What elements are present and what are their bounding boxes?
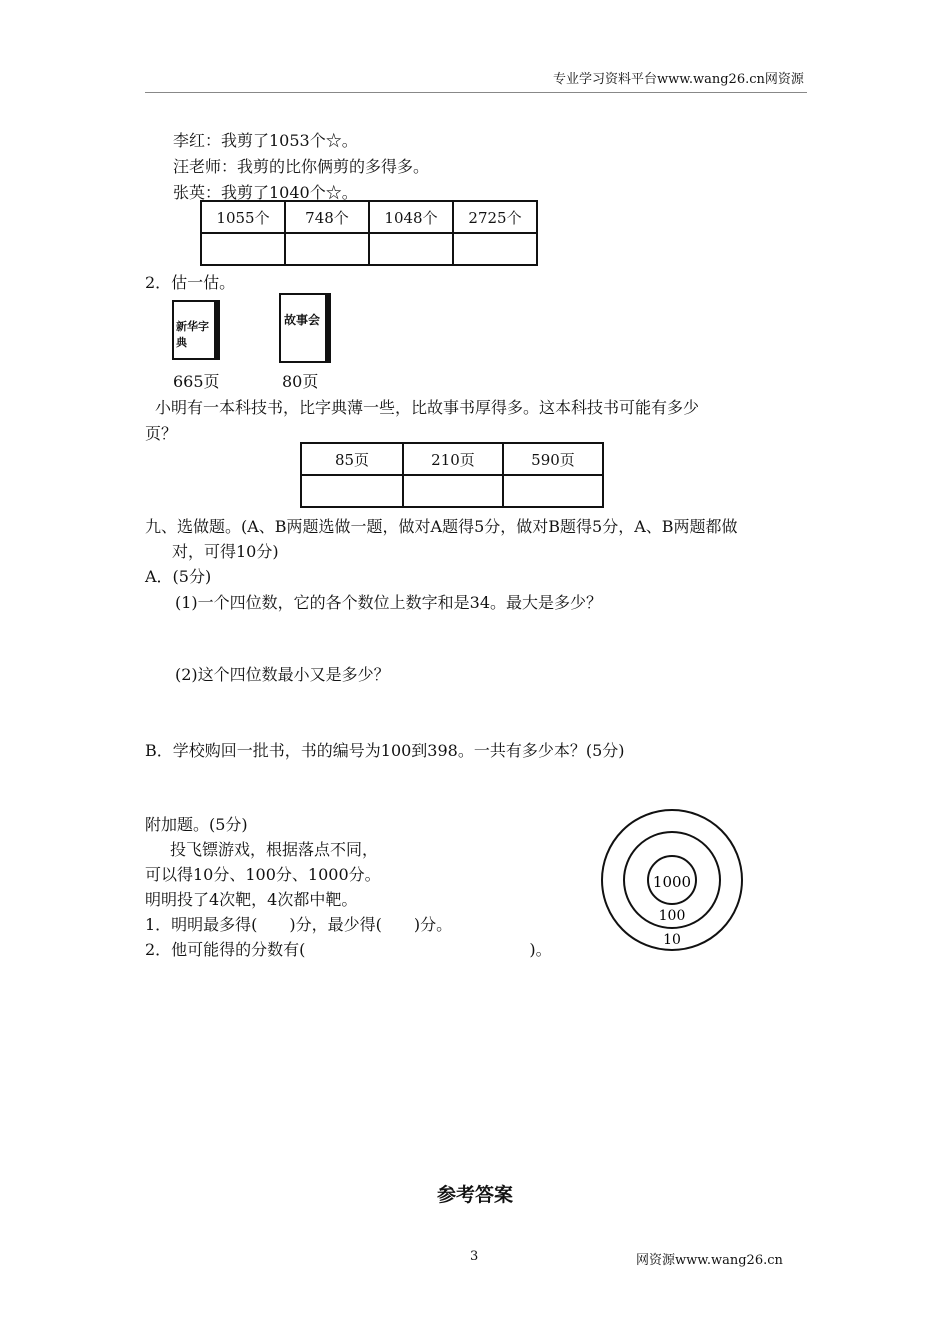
dartboard-middle-label: 100 [658, 908, 686, 924]
answer-cell[interactable] [301, 475, 403, 507]
section9-a2: (2)这个四位数最小又是多少？ [175, 665, 390, 684]
section9-b: B．学校购回一批书，书的编号为100到398。一共有多少本？(5分) [145, 741, 625, 760]
answer-cell[interactable] [201, 233, 285, 265]
options-table-stars [200, 200, 538, 266]
dictionary-pages: 665页 [173, 372, 220, 391]
option-cell: 2725个 [453, 201, 537, 233]
option-cell: 85页 [301, 443, 403, 475]
option-cell: 1055个 [201, 201, 285, 233]
answer-cell[interactable] [403, 475, 503, 507]
dictionary-label: 新华字典 [176, 320, 209, 349]
q2-text-line2: 页？ [145, 424, 178, 443]
dictionary-book-image [172, 300, 220, 360]
dartboard-outer-label: 10 [663, 932, 681, 948]
options-table-pages [300, 442, 604, 508]
q2-title: 2．估一估。 [145, 273, 236, 292]
answers-heading: 参考答案 [436, 1184, 513, 1206]
storybook-label: 故事会 [284, 313, 321, 327]
dartboard-inner-label: 1000 [652, 873, 692, 891]
dialogue-wang: 汪老师：我剪的比你俩剪的多得多。 [173, 157, 430, 176]
answer-cell[interactable] [285, 233, 369, 265]
bonus-question1: 1．明明最多得( )分，最少得( )分。 [145, 915, 453, 934]
option-cell: 590页 [503, 443, 603, 475]
q2-text-line1: 小明有一本科技书，比字典薄一些，比故事书厚得多。这本科技书可能有多少 [155, 398, 700, 417]
answer-cell[interactable] [453, 233, 537, 265]
section9-a1: (1)一个四位数，它的各个数位上数字和是34。最大是多少？ [175, 593, 603, 612]
answer-cell[interactable] [503, 475, 603, 507]
bonus-question2: 2．他可能得的分数有( )。 [145, 940, 552, 959]
bonus-line3: 明明投了4次靶，4次都中靶。 [145, 890, 358, 909]
option-cell: 210页 [403, 443, 503, 475]
dialogue-li: 李红：我剪了1053个☆。 [173, 131, 358, 150]
page-number: 3 [470, 1249, 479, 1264]
section9-a-title: A．(5分) [145, 567, 212, 586]
storybook-pages: 80页 [282, 372, 319, 391]
bonus-title: 附加题。(5分) [145, 815, 248, 834]
header-divider [145, 92, 807, 93]
dialogue-zhang: 张英：我剪了1040个☆。 [173, 183, 358, 202]
section9-line1: 九、选做题。(A、B两题选做一题，做对A题得5分，做对B题得5分，A、B两题都做 [145, 517, 738, 536]
header-source: 专业学习资料平台www.wang26.cn网资源 [553, 72, 804, 87]
storybook-image [279, 293, 331, 363]
bonus-line1: 投飞镖游戏，根据落点不同， [170, 840, 379, 859]
option-cell: 1048个 [369, 201, 453, 233]
footer-source: 网资源www.wang26.cn [636, 1253, 783, 1268]
section9-line2: 对，可得10分) [172, 542, 279, 561]
book-spine [325, 295, 331, 361]
bonus-line2: 可以得10分、100分、1000分。 [145, 865, 381, 884]
answer-cell[interactable] [369, 233, 453, 265]
dartboard-image [598, 806, 746, 954]
option-cell: 748个 [285, 201, 369, 233]
